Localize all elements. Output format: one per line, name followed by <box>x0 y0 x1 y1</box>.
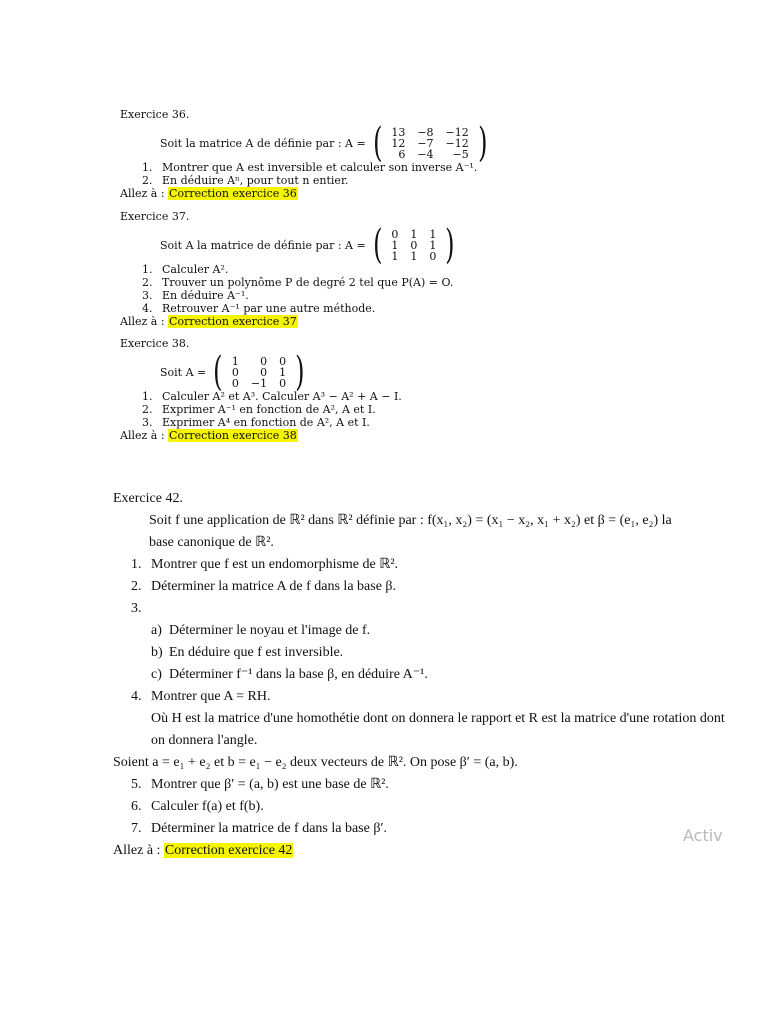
soient-statement: Soient a = e₁ + e₂ et b = e₁ − e₂ deux vecteurs de ℝ². On pose β′ = (a, b). <box>113 755 518 770</box>
exercise-42-statement-2: base canonique de ℝ². <box>149 535 274 550</box>
matrix-cell: −5 <box>452 147 469 161</box>
list-item: 2. Trouver un polynôme P de degré 2 tel que P(A) = O. <box>142 276 454 289</box>
exercise-38 <box>120 337 402 442</box>
question-4-continuation-1: Où H est la matrice d'une homothétie dont on donnera le rapport et R est la matrice d'une rotation dont <box>151 711 725 726</box>
allez-line-37: Allez à : Correction exercice 37 <box>120 315 297 328</box>
matrix-cell: 1 <box>410 227 418 241</box>
exercise-38-title: Exercice 38. <box>120 337 190 350</box>
matrix-36-table <box>385 127 474 160</box>
left-paren: ( <box>213 349 223 395</box>
list-item: 4. Montrer que A = RH. <box>131 689 271 704</box>
list-item: 3. Exprimer A⁴ en fonction de A², A et I. <box>142 416 370 429</box>
exercise-36-statement <box>160 120 490 166</box>
exercise-37 <box>120 210 458 328</box>
matrix-38 <box>210 349 307 395</box>
matrix-cell: 12 <box>391 136 406 150</box>
matrix-cell: 0 <box>279 354 287 368</box>
matrix-cell: −1 <box>250 376 268 390</box>
list-item: 4. Retrouver A⁻¹ par une autre méthode. <box>142 302 376 315</box>
question-4-continuation-2: on donnera l'angle. <box>151 733 258 748</box>
matrix-cell: 0 <box>260 354 268 368</box>
list-item: 1. Montrer que f est un endomorphisme de ℝ². <box>131 557 399 572</box>
list-item: 2. Exprimer A⁻¹ en fonction de A², A et I. <box>142 403 376 416</box>
matrix-cell: −12 <box>445 136 469 150</box>
exercise-42 <box>113 488 733 862</box>
right-paren: ) <box>445 222 455 268</box>
list-item: 3. <box>131 601 142 616</box>
list-item: a) Déterminer le noyau et l'image de f. <box>151 623 371 638</box>
matrix-cell: 0 <box>429 249 437 263</box>
list-item: 1. Calculer A² et A³. Calculer A³ − A² + A − I. <box>142 390 402 403</box>
matrix-cell: 1 <box>391 249 399 263</box>
matrix-cell: 1 <box>429 227 437 241</box>
list-item: 7. Déterminer la matrice de f dans la base β′. <box>131 821 388 836</box>
matrix-36 <box>370 120 491 166</box>
left-paren: ( <box>372 222 383 268</box>
exercise-42-statement-1: Soit f une application de ℝ² dans ℝ² définie par : f(x₁, x₂) = (x₁ − x₂, x₁ + x₂) et β = (e₁, e₂) la <box>149 513 672 528</box>
matrix-cell: 1 <box>391 238 399 252</box>
exercise-37-statement <box>160 222 458 268</box>
exercise-37-title: Exercice 37. <box>120 210 190 223</box>
exercise-42-title: Exercice 42. <box>113 491 183 506</box>
matrix-cell: −8 <box>417 125 434 139</box>
matrix-38-table <box>226 356 292 389</box>
watermark-text: Activ <box>683 826 723 845</box>
matrix-cell: −4 <box>417 147 434 161</box>
correction-link-36[interactable]: Correction exercice 36 <box>169 187 297 200</box>
list-item: 5. Montrer que β′ = (a, b) est une base de ℝ². <box>131 777 389 792</box>
matrix-cell: 1 <box>410 249 418 263</box>
right-paren: ) <box>295 349 305 395</box>
right-paren: ) <box>477 120 488 166</box>
list-item: 6. Calculer f(a) et f(b). <box>131 799 264 814</box>
matrix-37-table <box>385 229 442 262</box>
list-item: c) Déterminer f⁻¹ dans la base β, en déduire A⁻¹. <box>151 667 428 682</box>
matrix-cell: 0 <box>279 376 287 390</box>
list-item: 2. En déduire Aⁿ, pour tout n entier. <box>142 174 349 187</box>
exercise-37-statement-text: Soit A la matrice de définie par : A = <box>160 238 366 252</box>
correction-link-42[interactable]: Correction exercice 42 <box>164 843 293 858</box>
matrix-cell: 1 <box>429 238 437 252</box>
matrix-cell: −7 <box>417 136 434 150</box>
exercise-38-statement <box>160 349 402 395</box>
matrix-cell: 1 <box>231 354 239 368</box>
correction-link-38[interactable]: Correction exercice 38 <box>169 429 297 442</box>
list-item: 1. Montrer que A est inversible et calculer son inverse A⁻¹. <box>142 161 478 174</box>
exercise-38-questions <box>120 390 402 429</box>
exercise-36-questions <box>120 161 490 187</box>
allez-line-42: Allez à : Correction exercice 42 <box>113 843 293 858</box>
exercise-36-statement-text: Soit la matrice A de définie par : A = <box>160 136 366 150</box>
exercise-38-statement-text: Soit A = <box>160 365 207 379</box>
list-item: b) En déduire que f est inversible. <box>151 645 344 660</box>
list-item: 2. Déterminer la matrice A de f dans la base β. <box>131 579 397 594</box>
matrix-cell: 0 <box>391 227 399 241</box>
exercise-37-questions <box>120 263 458 315</box>
allez-line-36: Allez à : Correction exercice 36 <box>120 187 297 200</box>
matrix-cell: 13 <box>391 125 406 139</box>
matrix-37 <box>370 222 458 268</box>
matrix-cell: 6 <box>398 147 406 161</box>
matrix-cell: 1 <box>279 365 287 379</box>
matrix-cell: 0 <box>410 238 418 252</box>
matrix-cell: −12 <box>445 125 469 139</box>
exercise-36 <box>120 108 490 200</box>
exercise-36-title: Exercice 36. <box>120 108 190 121</box>
left-paren: ( <box>372 120 383 166</box>
allez-line-38: Allez à : Correction exercice 38 <box>120 429 297 442</box>
list-item: 3. En déduire A⁻¹. <box>142 289 249 302</box>
matrix-cell: 0 <box>231 365 239 379</box>
list-item: 1. Calculer A². <box>142 263 229 276</box>
matrix-cell: 0 <box>260 365 268 379</box>
correction-link-37[interactable]: Correction exercice 37 <box>169 315 297 328</box>
matrix-cell: 0 <box>231 376 239 390</box>
